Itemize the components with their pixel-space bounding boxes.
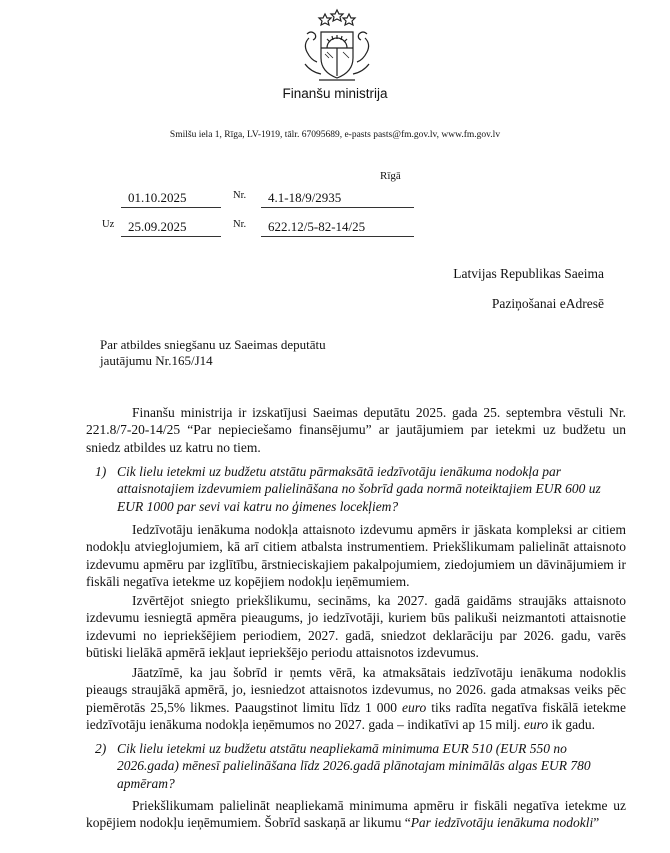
latvia-coat-of-arms-icon bbox=[297, 8, 377, 88]
ministry-name: Finanšu ministrija bbox=[282, 86, 388, 101]
document-date-value: 01.10.2025 bbox=[128, 190, 187, 205]
recipient-delivery: Paziņošanai eAdresē bbox=[491, 296, 604, 311]
reference-date bbox=[121, 219, 221, 237]
recipient-name: Latvijas Republikas Saeima bbox=[453, 266, 604, 281]
answer-2-paragraph-1 bbox=[86, 797, 626, 832]
nr-label: Nr. bbox=[233, 190, 247, 201]
answer-1-paragraph-3-text-b: tiks radīta negatīva fiskālā ietekme iedzīvotāju ienākuma nodokļa ieņēmumos no 2027. gada – indikatīvi ap 15 milj. bbox=[86, 699, 626, 733]
document-date bbox=[121, 190, 221, 208]
answer-1-paragraph-3 bbox=[86, 664, 626, 734]
question-2-number: 2) bbox=[95, 741, 107, 756]
currency-euro: euro bbox=[402, 699, 427, 715]
answer-2-paragraph-1-text-a: Priekšlikumam palielināt neapliekamā minimuma apmēru ir fiskāli negatīva ietekme uz kopējiem nodokļu ieņēmumiem. Šobrīd saskaņā ar likumu “ bbox=[86, 798, 626, 831]
answer-1-paragraph-3-text-a: Jāatzīmē, ka jau šobrīd ir ņemts vērā, ka atmaksātais iedzīvotāju ienākuma nodoklis pieaugs straujākā apmērā, jo, iesniedzot attaisnotos izdevumus, no 2026. gada atmaksas veiks pēc piemērotās 25,5% likmes. Paaugstinot limitu līdz 1 000 bbox=[86, 665, 626, 715]
subject bbox=[100, 337, 420, 369]
answer-1-paragraph-3-text-c: ik gadu. bbox=[548, 717, 596, 733]
address-line: Smilšu iela 1, Rīga, LV-1919, tālr. 67095689, e-pasts pasts@fm.gov.lv, www.fm.gov.lv bbox=[169, 130, 501, 140]
intro-text: Finanšu ministrija ir izskatījusi Saeimas deputātu 2025. gada 25. septembra vēstuli Nr. 221.8/7-20-14/25 “Par nepieciešamo finansējumu” ar jautājumiem par ietekmi uz budžetu un sniedz atbildes uz katru no tiem. bbox=[86, 405, 626, 455]
ref-prefix: Uz bbox=[102, 219, 115, 230]
answer-1-paragraph-2-text: Izvērtējot sniegto priekšlikumu, secināms, ka 2027. gadā gaidāms straujāks attaisnoto izdevumu iesniegtā apmēra pieaugums, jo iedzīvotāji, kuriem būs palikuši neizmantoti attaisnotie izdevumi no iepriekšējiem periodiem, 2027. gadā, sniedzot deklarāciju par 2026. gadu, varēs būtiski lielākā apmērā iekļaut iepriekšējo periodu attaisnotos izdevumus. bbox=[86, 593, 626, 661]
answer-1-paragraph-2 bbox=[86, 592, 626, 662]
currency-euro: euro bbox=[523, 717, 549, 733]
document-number bbox=[261, 190, 414, 208]
subject-line-2: jautājumu Nr.165/J14 bbox=[100, 353, 213, 368]
reference-number bbox=[261, 219, 414, 237]
question-1-number: 1) bbox=[95, 464, 107, 479]
question-2 bbox=[95, 740, 624, 792]
place: Rīgā bbox=[380, 170, 401, 182]
answer-1-paragraph-1 bbox=[86, 521, 626, 591]
intro-paragraph bbox=[86, 404, 626, 456]
question-1-text: Cik lielu ietekmi uz budžetu atstātu pārmaksātā iedzīvotāju ienākuma nodokļa par attaisnotajiem izdevumiem palielināšana no šobrīd gada normā noteiktajiem EUR 600 uz EUR 1000 par sevi vai katru no ģimenes locekļiem? bbox=[117, 464, 601, 514]
reference-date-value: 25.09.2025 bbox=[128, 219, 187, 234]
question-1 bbox=[95, 463, 624, 515]
law-title: Par iedzīvotāju ienākuma nodokli bbox=[410, 815, 594, 831]
subject-line-1: Par atbildes sniegšanu uz Saeimas deputātu bbox=[100, 337, 326, 352]
document-number-value: 4.1-18/9/2935 bbox=[268, 190, 342, 205]
reference-number-value: 622.12/5-82-14/25 bbox=[268, 219, 366, 234]
ref-nr-label: Nr. bbox=[233, 219, 247, 230]
answer-2-paragraph-1-text-b: ” bbox=[593, 815, 600, 831]
question-2-text: Cik lielu ietekmi uz budžetu atstātu neapliekamā minimuma EUR 510 (EUR 550 no 2026.gada) mēnesī palielināšana līdz 2026.gadā plānotajam minimālās algas EUR 780 apmēram? bbox=[117, 741, 591, 791]
answer-1-paragraph-1-text: Iedzīvotāju ienākuma nodokļa attaisnoto izdevumu apmērs ir jāskata kompleksi ar citiem nodokļu atvieglojumiem, kā arī citiem atbalsta instrumentiem. Priekšlikumam palielināt attaisnoto izdevumu apmēru par izglītību, ārstnieciskajiem pakalpojumiem, ziedojumiem un dāvinājumiem ir fiskāli negatīva ietekme uz kopējiem nodokļu ieņēmumiem. bbox=[86, 522, 626, 590]
